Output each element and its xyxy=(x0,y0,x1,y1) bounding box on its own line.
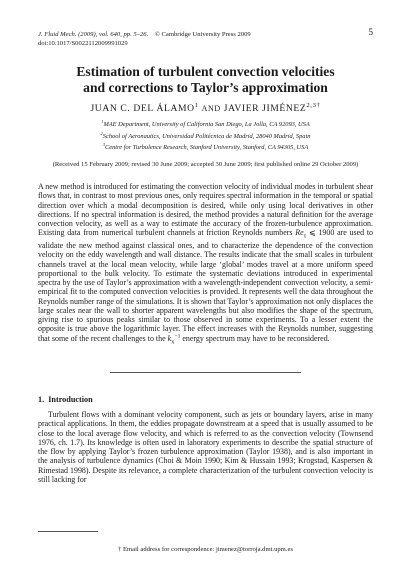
footnote xyxy=(38,546,373,553)
affiliation-2: $^2$School of Aeronautics, Universidad Politécnica de Madrid, 28040 Madrid, Spain xyxy=(100,130,311,140)
author-1: JUAN C. DEL ÁLAMO xyxy=(90,103,195,114)
corresponding-mark: † xyxy=(316,101,321,109)
reynolds-subscript: τ xyxy=(303,232,307,240)
footnote-mark: † xyxy=(118,546,122,553)
author-1-affiliation: 1 xyxy=(194,101,199,109)
section-number: 1. xyxy=(38,395,45,404)
introduction-paragraph: Turbulent flows with a dominant velocity component, such as jets or boundary layers, arise in many practical applications. In them, the eddies propagate downstream at a speed that is usually assumed to be close to the local average flow velocity, and which is referred to as the convection velocity (Townsend 1976, ch. 1.7). Its knowledge is often used in laboratory experiments to describe the spatial structure of the flow by applying Taylor’s frozen turbulence approximation (Taylor 1938), and is also important in the analysis of turbulence dynamics (Choi & Moin 1990; Kim & Hussain 1993; Krogstad, Kaspersen & Rimestad 1998). Despite its relevance, a complete characterization of the turbulent convection velocity is still lacking for xyxy=(38,410,373,484)
article-title xyxy=(38,64,373,96)
running-header xyxy=(38,27,373,48)
page-number: 5 xyxy=(368,27,373,37)
correspondence-email: Email address for correspondence: jimenez@torroja.dmt.upm.es xyxy=(123,546,293,553)
author-2-affiliation: 2,3 xyxy=(306,101,317,109)
affiliation-1: $^1$MAE Department, University of California San Diego, La Jolla, CA 92093, USA xyxy=(101,118,310,128)
publisher-notice: © Cambridge University Press 2009 xyxy=(154,31,251,38)
author-2: JAVIER JIMÉNEZ xyxy=(223,103,307,114)
abstract-divider xyxy=(110,372,301,373)
author-line xyxy=(38,103,373,114)
affiliations xyxy=(38,119,373,154)
abstract: A new method is introduced for estimating the convection velocity of individual modes in turbulent shear flows that, in contrast to most previous ones, only requires spectral information in the temporal or spatial direction over which a modal decomposition is desired, while only using local derivatives in other directions. If no spectral information is desired, the method provides a natural definition for the average convection velocity, as well as a way to estimate the accuracy of the frozen-turbulence approximation. Existing data from numerical turbulent channels at friction Reynolds numbers $Re_\tau$ ⩽ 1900 are used to validate the new method against classical ones, and to characterize the dependence of the convection velocity on the eddy wavelength and wall distance. The results indicate that the small scales in turbulent channels travel at the local mean velocity, while large ‘global’ modes travel at a more uniform speed proportional to the bulk velocity. To estimate the systematic deviations introduced in experimental spectra by the use of Taylor’s approximation with a wavelength-independent convection velocity, a semi-empirical fit to the computed convection velocities is provided. It represents well the data throughout the Reynolds number range of the simulations. It is shown that Taylor’s approximation not only displaces the large scales near the wall to shorter apparent wavelengths but also modifies the shape of the spectrum, giving rise to spurious peaks similar to those observed in some experiments. To a lesser extent the opposite is true above the logarithmic layer. The effect increases with the Reynolds number, suggesting that some of the recent challenges to the $k_x^{-1}$ energy spectrum may have to be reconsidered. xyxy=(38,182,373,346)
received-dates: (Received 15 February 2009; revised 30 June 2009; accepted 30 June 2009; first published online 29 October 2009) xyxy=(52,161,359,168)
section-heading xyxy=(38,395,93,404)
section-title: Introduction xyxy=(48,395,93,404)
title-line-1: Estimation of turbulent convection velocities xyxy=(76,64,335,79)
footnote-divider xyxy=(38,531,98,532)
affiliation-3: $^3$Centre for Turbulence Research, Stanford University, Stanford, CA 94305, USA xyxy=(102,142,309,152)
wavenumber-exponent: −1 xyxy=(174,332,181,339)
wavenumber-subscript: x xyxy=(171,338,175,346)
reynolds-symbol: Re xyxy=(295,228,304,238)
journal-citation: J. Fluid Mech. (2009), vol. 640, pp. 5–26. xyxy=(38,31,149,38)
doi: doi:10.1017/S0022112009991029 xyxy=(38,40,128,47)
author-conjunction: AND xyxy=(201,104,221,113)
wavenumber-symbol: k xyxy=(167,333,172,343)
title-line-2: and corrections to Taylor’s approximation xyxy=(83,80,328,95)
